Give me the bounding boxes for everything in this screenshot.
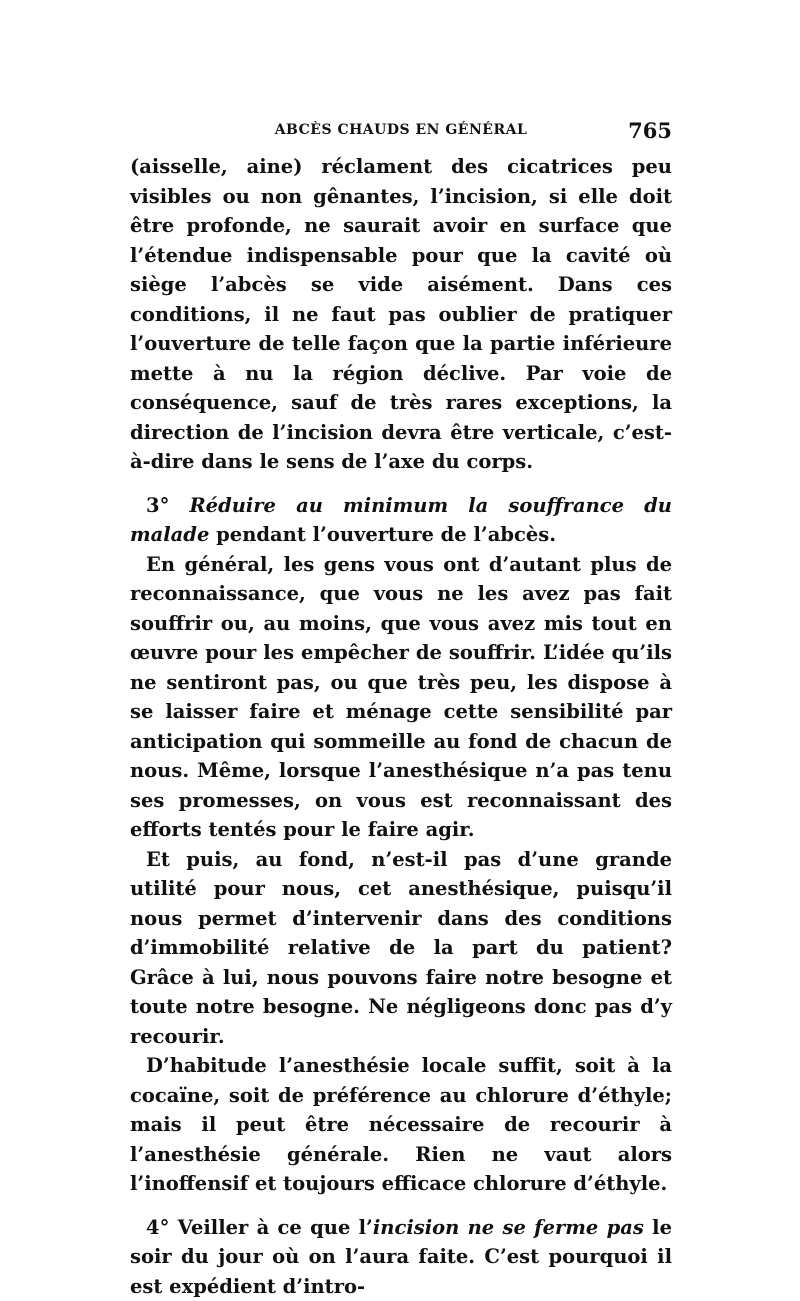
point-heading-italic: incision ne se ferme pas [373,1216,644,1239]
point-lead: Veiller à ce que l’ [178,1216,373,1239]
point-heading-italic: Réduire au minimum la souffrance du malade [130,494,672,547]
point-text: pendant l’ouverture de l’abcès. [216,523,556,546]
paragraph-continuation: (aisselle, aine) réclament des cicatrices peu visibles ou non gênantes, l’incision, si elle doit être profonde, ne saurait avoir en surface que l’étendue indispensable pour que la cavité où siège l’abcès se vide aisément. Dans ces conditions, il ne faut pas oublier de pratiquer l’ouverture de telle façon que la partie inférieure mette à nu la région déclive. Par voie de conséquence, sauf de très rares exceptions, la direction de l’incision devra être verticale, c’est-à-dire dans le sens de l’axe du corps. [130,152,672,477]
body-text [130,152,672,1301]
point-number: 4° [146,1216,169,1239]
paragraph-point-3 [130,491,672,550]
running-title: ABCÈS CHAUDS EN GÉNÉRAL [130,122,672,138]
point-text: le soir du jour où on l’aura faite. C’est pourquoi il est expédient d’intro- [130,1216,672,1298]
paragraph-point-4 [130,1213,672,1301]
paragraph: D’habitude l’anesthésie locale suffit, soit à la cocaïne, soit de préférence au chlorure d’éthyle; mais il peut être nécessaire de recourir à l’anesthésie générale. Rien ne vaut alors l’inoffensif et toujours efficace chlorure d’éthyle. [130,1051,672,1199]
running-head [130,118,672,146]
paragraph: En général, les gens vous ont d’autant plus de reconnaissance, que vous ne les avez pas fait souffrir ou, au moins, que vous avez mis tout en œuvre pour les empêcher de souffrir. L’idée qu’ils ne sentiront pas, ou que très peu, les dispose à se laisser faire et ménage cette sensibilité par anticipation qui sommeille au fond de chacun de nous. Même, lorsque l’anesthésique n’a pas tenu ses promesses, on vous est reconnaissant des efforts tentés pour le faire agir. [130,550,672,845]
page-number: 765 [628,118,672,143]
point-number: 3° [146,494,169,517]
paragraph: Et puis, au fond, n’est-il pas d’une grande utilité pour nous, cet anesthésique, puisqu’il nous permet d’intervenir dans des conditions d’immobilité relative de la part du patient? Grâce à lui, nous pouvons faire notre besogne et toute notre besogne. Ne négligeons donc pas d’y recourir. [130,845,672,1052]
